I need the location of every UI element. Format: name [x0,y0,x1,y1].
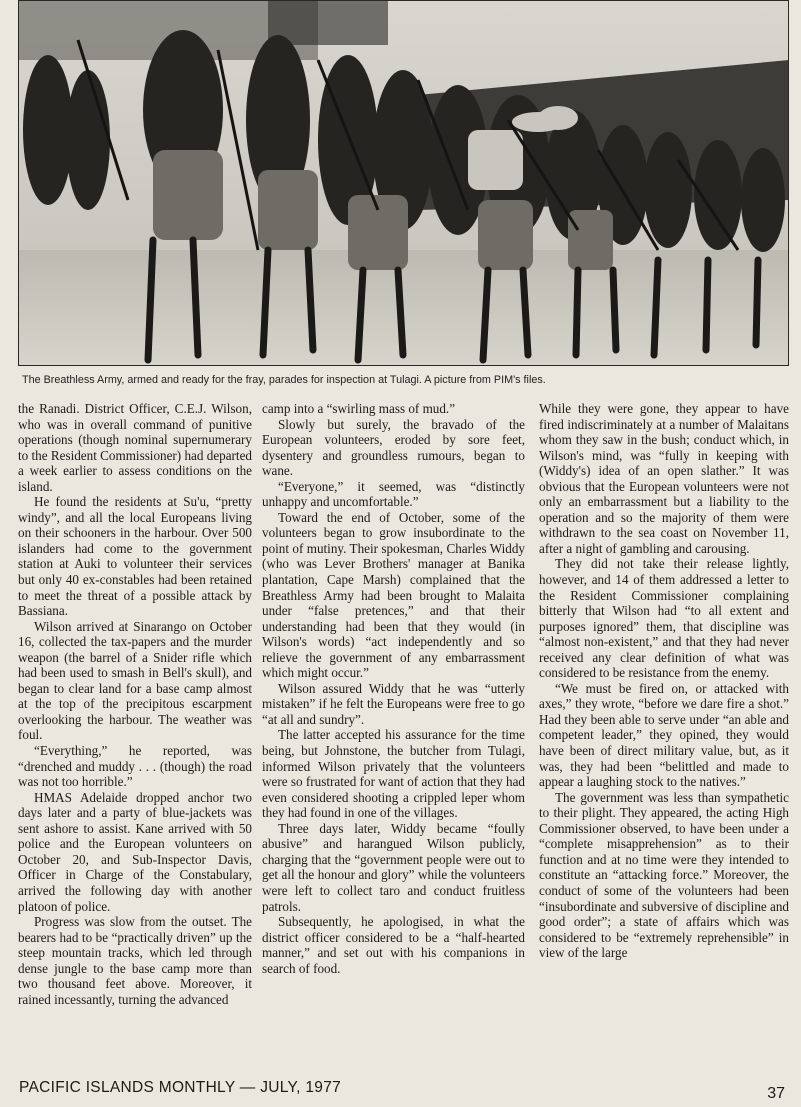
paragraph: “Everything,” he reported, was “drenched and muddy . . . (though) the road was not too horrible.” [18,743,252,790]
magazine-footer-title: PACIFIC ISLANDS MONTHLY — JULY, 1977 [19,1079,342,1096]
paragraph: “Everyone,” it seemed, was “distinctly unhappy and uncomfortable.” [262,478,525,510]
historical-photo [18,0,789,366]
paragraph: “We must be fired on, or attacked with axes,” they wrote, “before we dare fire a shot.” Had they been able to serve under “an able and competent leader,” they opined, they would have been of direct military value, but, as it was, they had been “belittled and made to appear a laughing stock to the natives.” [539,680,789,790]
paragraph: They did not take their release lightly, however, and 14 of them addressed a letter to the Resident Commissioner complaining bitterly that Wilson had “to all extent and purposes ignored” them, that discipline was “almost non-existent,” and that they had never received any clear definition of what was considered to be resistance from the enemy. [539,556,789,681]
photo-caption: The Breathless Army, armed and ready for the fray, parades for inspection at Tulagi. A picture from PIM's files. [22,374,546,386]
paragraph: Toward the end of October, some of the volunteers began to grow insubordinate to the point of mutiny. Their spokesman, Charles Widdy (who was Lever Brothers' manager at Banika plantation, Cape Marsh) complained that the Breathless Army had been brought to Malaita under “false pretences,” and that their understanding had been that they would (in Wilson's words) “act independently and so relieve the government of any embarrassment which might occur.” [262,509,525,681]
page-number: 37 [767,1085,785,1102]
paragraph: Progress was slow from the outset. The bearers had to be “practically driven” up the steep mountain tracks, which led through dense jungle to the base camp more than two thousand feet above. Moreover, it rained incessantly, turning the advanced [18,914,252,1007]
paragraph: The government was less than sympathetic to their plight. They appeared, the acting High Commissioner observed, to have been under a “complete misapprehension” as to their function and at no time were they intended to constitute an “attacking force.” Moreover, the conduct of some of the volunteers had been “insubordinate and subversive of discipline and good order”; a state of affairs which was considered to be “extremely reprehensible” in view of the large [539,789,789,961]
article-column-1 [18,401,252,1061]
paragraph: Subsequently, he apologised, in what the district officer considered to be a “half-hearted manner,” and set out with his companions in search of food. [262,914,525,976]
paragraph: Slowly but surely, the bravado of the European volunteers, eroded by sore feet, dysentery and groundless rumours, began to wane. [262,416,525,479]
article-column-2 [262,401,525,1061]
paragraph: Wilson arrived at Sinarango on October 16, collected the tax-papers and the murder weapon (the barrel of a Snider rifle which had been used to smash in Bell's skull), and began to clear land for a base camp almost at the top of the precipitous escarpment overlooking the harbour. The weather was foul. [18,618,252,743]
paragraph: While they were gone, they appear to have fired indiscriminately at a number of Malaitans whom they saw in the bush; conduct which, in Wilson's mind, was “fully in keeping with (Widdy's) idea of an open slather.” It was obvious that the European volunteers were not only an embarrassment but a liability to the operation and so the majority of them were withdrawn to the sea coast on November 11, after a night of gambling and carousing. [539,401,789,556]
paragraph: The latter accepted his assurance for the time being, but Johnstone, the butcher from Tulagi, informed Wilson privately that the volunteers were so frustrated for want of action that they had even considered shooting a crippled leper whom they had found in one of the villages. [262,727,525,821]
paragraph: HMAS Adelaide dropped anchor two days later and a party of blue-jackets was sent ashore to assist. Kane arrived with 50 police and the European volunteers on October 20, and Sub-Inspector Davis, Officer in Charge of the Constabulary, arrived the following day with another platoon of police. [18,789,252,914]
paragraph: camp into a “swirling mass of mud.” [262,401,456,416]
paragraph: the Ranadi. District Officer, C.E.J. Wilson, who was in overall command of punitive operations (though nominal supernumerary to the Resident Commissioner) had departed a week earlier to assess conditions on the island. [18,401,252,494]
paragraph: He found the residents at Su'u, “pretty windy”, and all the local Europeans living on their schooners in the harbour. Over 500 islanders had come to the government station at Auki to volunteer their services but only 40 ex-constables had been retained to meet the threat of a possible attack by Bassiana. [18,494,252,619]
article-column-3 [539,401,789,1061]
paragraph: Three days later, Widdy became “foully abusive” and harangued Wilson publicly, charging that the “government people were out to get all the honour and glory” while the volunteers were left to collect taro and conduct fruitless patrols. [262,820,525,914]
paragraph: Wilson assured Widdy that he was “utterly mistaken” if he felt the Europeans were free to go “at all and sundry”. [262,680,525,727]
